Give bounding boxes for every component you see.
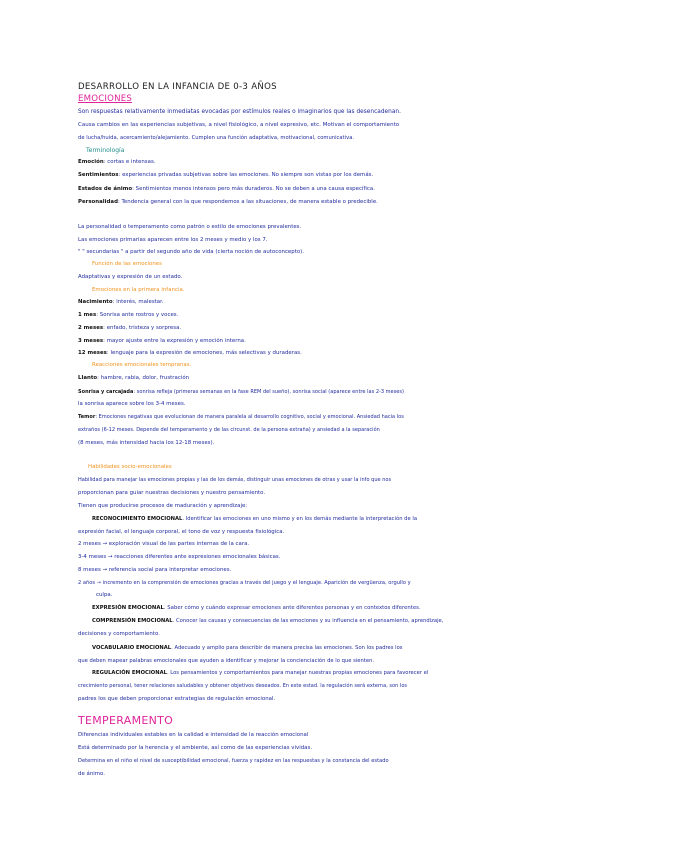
term: Sentimientos	[78, 172, 119, 178]
temperamento-line: Diferencias individuales estables en la calidad e intensidad de la reacción emocional	[78, 732, 309, 738]
section-heading-emociones: EMOCIONES	[78, 94, 133, 104]
skill-name: EXPRESIÓN EMOCIONAL	[92, 605, 164, 611]
term-definition	[78, 186, 375, 193]
skill-line	[78, 541, 249, 548]
skill-line	[96, 592, 112, 599]
reaction-line	[78, 389, 404, 396]
definition: que deben mapear palabras emocionales que ayuden a identificar y mejorar la concienciación de lo que sienten.	[78, 658, 375, 664]
definition: . Saber cómo y cuándo expresar emociones ante diferentes personas y en contextos diferentes.	[163, 605, 421, 611]
skill-line	[92, 618, 443, 625]
skill-line	[78, 529, 284, 536]
definition: decisiones y comportamiento.	[78, 631, 160, 637]
milestone-line	[78, 338, 246, 345]
definition: . Los pensamientos y comportamientos para manejar nuestras propias emociones para favorecer el	[166, 670, 429, 676]
skill-line	[78, 696, 275, 703]
definition: expresión facial, el lenguaje corporal, el tono de voz y respuesta fisiológica.	[78, 529, 285, 535]
skill-line	[92, 516, 417, 523]
term: Personalidad	[78, 199, 118, 205]
section-heading-temperamento: TEMPERAMENTO	[78, 714, 174, 727]
definition: . Conocer las causas y consecuencias de las emociones y su influencia en el pensamiento, aprendizaje,	[172, 618, 444, 624]
temperamento-line: Está determinado por la herencia y el ambiente, así como de las experiencias vividas.	[78, 745, 313, 751]
definition: la sonrisa aparece sobre los 3-4 meses.	[78, 401, 186, 407]
term: 12 meses	[78, 350, 107, 356]
skill-line	[78, 631, 160, 638]
subheading-reacciones: Reacciones emocionales tempranas.	[92, 362, 192, 368]
skill-name: REGULACIÓN EMOCIONAL	[92, 670, 167, 676]
skill-line	[78, 580, 411, 587]
note-line: Tienen que producirse procesos de maduración y aprendizaje:	[78, 503, 248, 509]
definition: padres los que deben proporcionar estrategias de regulación emocional.	[78, 696, 276, 702]
skill-line	[78, 554, 280, 561]
term: 1 mes	[78, 312, 97, 318]
definition: : mayor ajuste entre la expresión y emoción interna.	[103, 338, 246, 344]
definition: : experiencias privadas subjetivas sobre las emociones. No siempre son vistas por los demás.	[118, 172, 374, 178]
definition: 3-4 meses → reacciones diferentes ante expresiones emocionales básicas.	[78, 554, 281, 560]
definition: : cortas e intensas.	[103, 159, 156, 165]
definition: : interés, malestar.	[112, 299, 164, 305]
skill-line	[92, 670, 428, 677]
definition: 8 meses → referencia social para interpretar emociones.	[78, 567, 232, 573]
reaction-line	[78, 427, 380, 434]
skill-line	[78, 567, 231, 574]
term: Nacimiento	[78, 299, 113, 305]
document-title: DESARROLLO EN LA INFANCIA DE 0-3 AÑOS	[78, 82, 277, 92]
definition: : Sentimientos menos intensos pero más duraderos. No se deben a una causa específica.	[132, 186, 375, 192]
note-line: Adaptativas y expresión de un estado.	[78, 274, 183, 280]
definition: crecimiento personal, tener relaciones saludables y obtener objetivos deseados. En este estad. la regulación será externa, son los	[78, 683, 408, 689]
reaction-line	[78, 401, 186, 408]
milestone-line	[78, 350, 302, 357]
temperamento-line: de ánimo.	[78, 771, 106, 777]
definition: 2 años → incremento en la comprensión de emociones gracias a través del juego y el lenguaje. Aparición de vergüenza, orgullo y	[78, 580, 411, 586]
definition: . Identificar las emociones en uno mismo y en los demás mediante la interpretación de la	[182, 516, 418, 522]
note-line: La personalidad o temperamento como patrón o estilo de emociones prevalentes.	[78, 224, 302, 230]
intro-line: Causa cambios en las experiencias subjetivas, a nivel fisiológico, a nivel expresivo, etc. Motivan el comportamiento	[78, 122, 400, 128]
skill-name: VOCABULARIO EMOCIONAL	[92, 645, 172, 651]
intro-line: de lucha/huida, acercamiento/alejamiento. Cumplen una función adaptativa, motivacional, comunicativa.	[78, 135, 355, 141]
subheading-habilidades: Habilidades socio-emocionales	[88, 464, 172, 470]
milestone-line	[78, 312, 178, 319]
term-definition	[78, 199, 378, 206]
skill-name: RECONOCIMIENTO EMOCIONAL	[92, 516, 183, 522]
term: Sonrisa y carcajada	[78, 389, 134, 395]
skill-line	[92, 605, 421, 612]
skill-name: COMPRENSIÓN EMOCIONAL	[92, 618, 173, 624]
reaction-line	[78, 375, 189, 382]
skill-line	[92, 645, 403, 652]
term-definition	[78, 172, 373, 179]
note-line: Habilidad para manejar las emociones propias y las de los demás, distinguir unas emociones de otras y usar la info que nos	[78, 477, 392, 483]
definition: : lenguaje para la expresión de emociones, más selectivas y duraderas.	[106, 350, 302, 356]
skill-line	[78, 658, 374, 665]
definition: . Adecuado y amplio para describir de manera precisa las emociones. Son los padres los	[171, 645, 403, 651]
definition: : hambre, rabia, dolor, frustración	[97, 375, 190, 381]
term: 2 meses	[78, 325, 104, 331]
definition: : sonrisa refleja (primeras semanas en la fase REM del sueño), sonrisa social (aparece entre las 2-3 meses)	[133, 389, 404, 395]
note-line: " " secundarias " a partir del segundo año de vida (cierta noción de autoconcepto).	[78, 249, 305, 255]
term: 3 meses	[78, 338, 104, 344]
term: Estados de ánimo	[78, 186, 133, 192]
term: Llanto	[78, 375, 98, 381]
subheading-primera-infancia: Emociones en la primera infancia.	[92, 287, 185, 293]
term-definition	[78, 159, 156, 166]
note-line: Las emociones primarias aparecen entre los 2 meses y medio y los 7.	[78, 237, 268, 243]
term: Temor	[78, 414, 96, 420]
definition: 2 meses → exploración visual de las partes internas de la cara.	[78, 541, 250, 547]
milestone-line	[78, 325, 181, 332]
definition: culpa.	[96, 592, 113, 598]
definition: : enfado, tristeza y sorpresa.	[103, 325, 182, 331]
skill-line	[78, 683, 407, 690]
intro-line: Son respuestas relativamente inmediatas evocadas por estímulos reales o imaginarios que las desencadenan.	[78, 109, 401, 115]
note-line: proporcionan para guiar nuestras decisiones y nuestro pensamiento.	[78, 490, 266, 496]
reaction-line	[78, 440, 214, 447]
definition: : Sonrisa ante rostros y voces.	[96, 312, 179, 318]
subheading-funcion: Función de las emociones	[92, 261, 162, 267]
definition: : Emociones negativas que evolucionan de manera paralela al desarrollo cognitivo, social y emocional. Ansiedad hacia los	[95, 414, 404, 420]
subheading-terminologia: Terminología	[86, 147, 125, 154]
definition: : Tendencia general con la que respondemos a las situaciones, de manera estable o predecible.	[117, 199, 378, 205]
milestone-line	[78, 299, 164, 306]
term: Emoción	[78, 159, 104, 165]
reaction-line	[78, 414, 404, 421]
definition: extraños (6-12 meses. Depende del temperamento y de las circunst. de la persona extraña) y ansiedad a la separación	[78, 427, 380, 433]
temperamento-line: Determina en el niño el nivel de susceptibilidad emocional, fuerza y rapidez en las respuestas y la constancia del estado	[78, 758, 389, 764]
definition: (8 meses, más intensidad hacia los 12-18 meses).	[78, 440, 215, 446]
